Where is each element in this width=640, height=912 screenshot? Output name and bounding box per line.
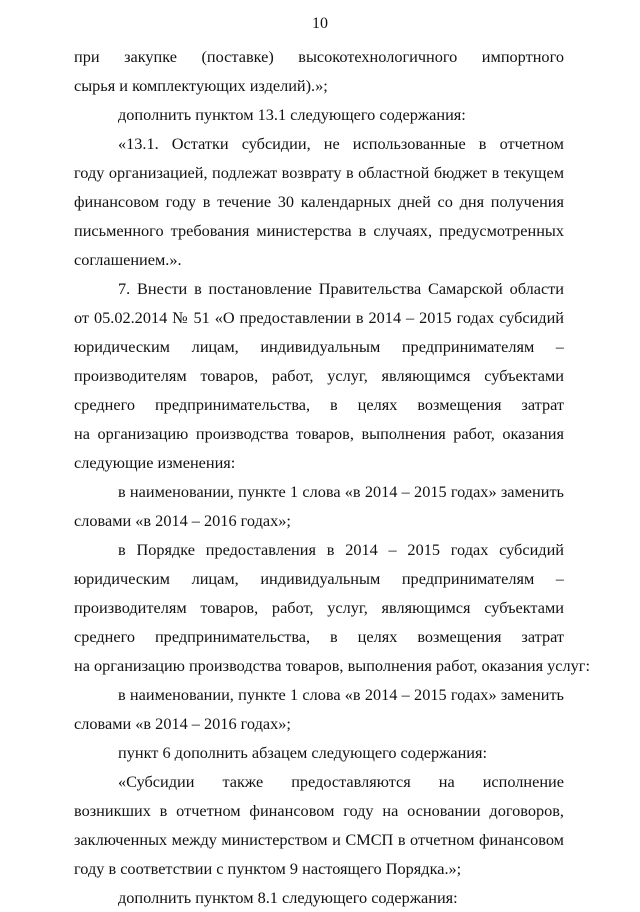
paragraph bbox=[74, 100, 564, 129]
text-line: «13.1. Остатки субсидии, не использованные в отчетном bbox=[118, 134, 564, 153]
paragraph bbox=[74, 883, 564, 912]
text-line: в наименовании, пункте 1 слова «в 2014 – 2015 годах» заменить bbox=[118, 482, 564, 501]
text-line: юридическим лицам, индивидуальным предпринимателям – bbox=[74, 337, 564, 356]
text-line: «Субсидии также предоставляются на исполнение bbox=[118, 772, 564, 791]
text-line: среднего предпринимательства, в целях возмещения затрат bbox=[74, 627, 564, 646]
text-line: в Порядке предоставления в 2014 – 2015 годах субсидий bbox=[118, 540, 564, 559]
paragraph bbox=[74, 274, 564, 477]
text-line: 7. Внести в постановление Правительства Самарской области bbox=[118, 279, 564, 298]
text-line: году в соответствии с пунктом 9 настоящего Порядка.»; bbox=[74, 859, 462, 878]
text-line: производителям товаров, работ, услуг, являющимся субъектами bbox=[74, 598, 564, 617]
paragraph bbox=[74, 535, 590, 680]
text-line: пункт 6 дополнить абзацем следующего содержания: bbox=[118, 743, 488, 762]
text-line: словами «в 2014 – 2016 годах»; bbox=[74, 714, 291, 733]
text-line: на организацию производства товаров, выполнения работ, оказания bbox=[74, 424, 564, 443]
text-line: юридическим лицам, индивидуальным предпринимателям – bbox=[74, 569, 564, 588]
text-line: письменного требования министерства в случаях, предусмотренных bbox=[74, 221, 564, 240]
paragraph bbox=[74, 42, 564, 100]
text-line: на организацию производства товаров, выполнения работ, оказания услуг: bbox=[74, 656, 590, 675]
text-line: году организацией, подлежат возврату в областной бюджет в текущем bbox=[74, 163, 564, 182]
text-line: следующие изменения: bbox=[74, 453, 236, 472]
text-line: при закупке (поставке) высокотехнологичного импортного bbox=[74, 47, 564, 66]
text-line: в наименовании, пункте 1 слова «в 2014 – 2015 годах» заменить bbox=[118, 685, 564, 704]
text-line: производителям товаров, работ, услуг, являющимся субъектами bbox=[74, 366, 564, 385]
page-number: 10 bbox=[312, 15, 328, 32]
document-body bbox=[74, 42, 590, 912]
paragraph bbox=[74, 680, 564, 738]
paragraph bbox=[74, 767, 564, 883]
text-line: соглашением.». bbox=[74, 250, 182, 269]
text-line: дополнить пунктом 8.1 следующего содержания: bbox=[118, 888, 458, 907]
text-line: сырья и комплектующих изделий).»; bbox=[74, 76, 328, 95]
text-line: заключенных между министерством и СМСП в отчетном финансовом bbox=[74, 830, 564, 849]
text-line: от 05.02.2014 № 51 «О предоставлении в 2014 – 2015 годах субсидий bbox=[74, 308, 564, 327]
paragraph bbox=[74, 477, 564, 535]
paragraph bbox=[74, 129, 564, 274]
text-line: среднего предпринимательства, в целях возмещения затрат bbox=[74, 395, 564, 414]
text-line: дополнить пунктом 13.1 следующего содержания: bbox=[118, 105, 466, 124]
text-line: финансовом году в течение 30 календарных дней со дня получения bbox=[74, 192, 564, 211]
text-line: словами «в 2014 – 2016 годах»; bbox=[74, 511, 291, 530]
paragraph bbox=[74, 738, 564, 767]
text-line: возникших в отчетном финансовом году на основании договоров, bbox=[74, 801, 564, 820]
